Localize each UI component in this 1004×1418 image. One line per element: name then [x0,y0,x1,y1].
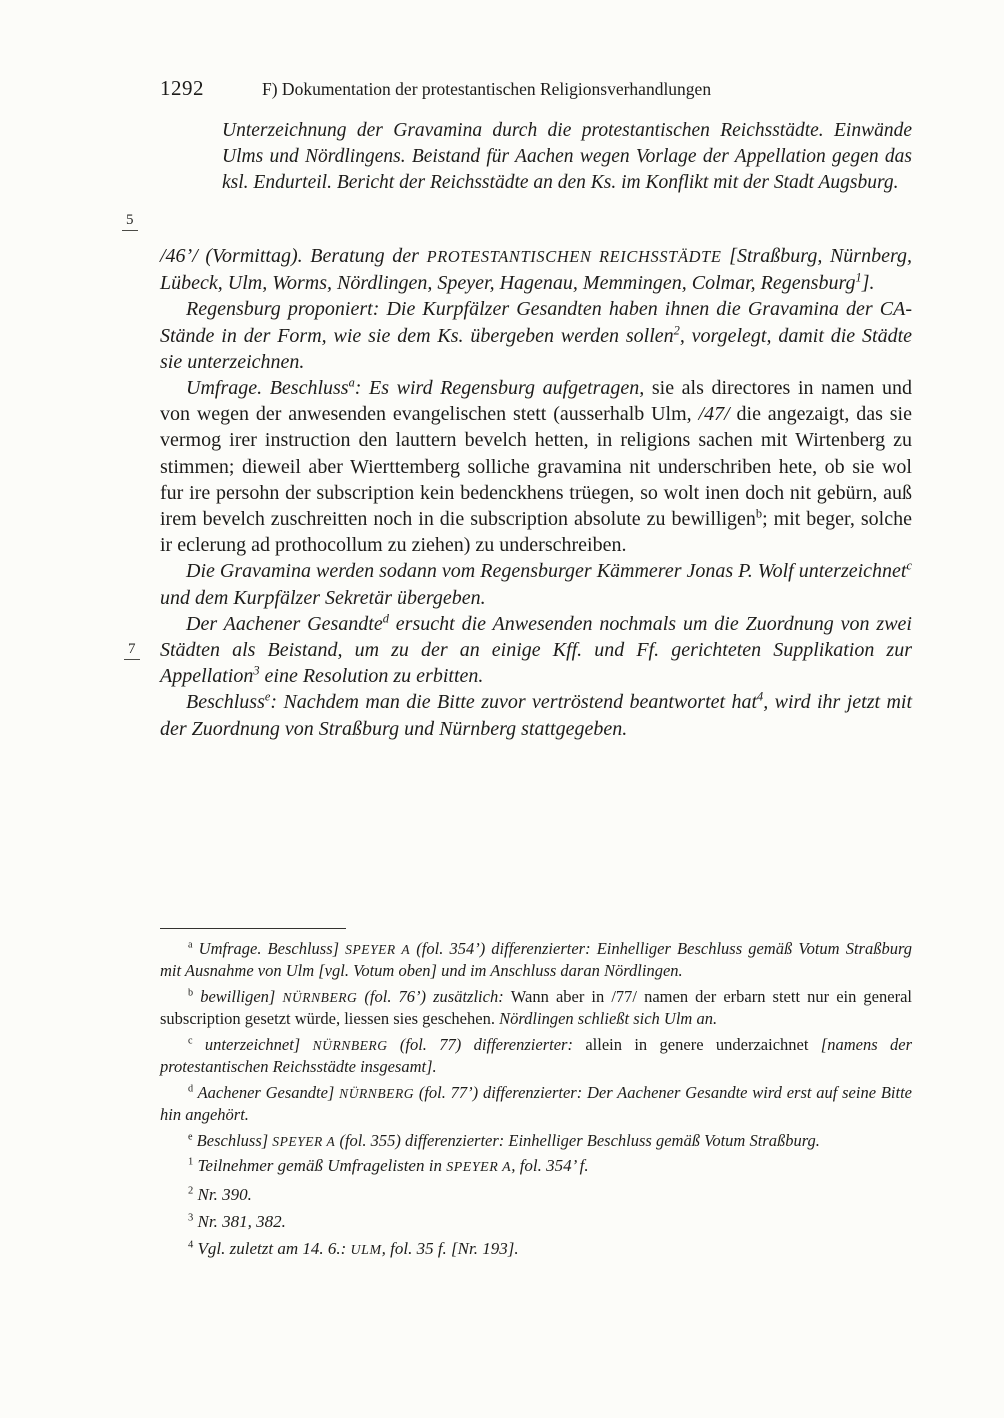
text-run: und dem Kurpfälzer Sekretär übergeben. [160,586,486,609]
text-run: [Straßburg, Nürnberg, Lübeck, Ulm, Worms, Nördlingen, Speyer, Hagenau, Memmingen, Colmar, Regensburg [160,245,912,295]
margin-marker-5 [122,212,138,231]
paragraph-aachener-gesandter [160,611,912,690]
text-run: ]. [861,272,875,295]
footnote-3 [160,1211,912,1233]
text-run: /47/ [698,403,730,426]
critical-apparatus [160,938,912,1157]
paragraph-proposition [160,296,912,375]
footnote-reference: e [188,1131,193,1143]
text-run: , fol. 354’ f. [511,1156,589,1175]
page-header [160,76,912,101]
footnote-reference: 4 [757,689,764,704]
text-run: ULM [350,1243,382,1258]
text-run: (fol. 77’) differenzierter: Der Aachener Gesandte wird erst auf seine Bitte hin angehört. [160,1083,912,1124]
text-run: Umfrage. Beschluss [186,377,349,400]
footnote-reference: a [188,939,193,951]
text-run: Unterzeichnung der Gravamina durch die protestantischen Reichsstädte. Einwände Ulms und Nördlingens. Beistand für Aachen wegen Vorlage der Appellation gegen das ksl. Endurteil. Bericht der Reichsstädte an den Ks. im Konflikt mit der Stadt Augsburg. [222,120,912,193]
footnote-reference: c [188,1035,193,1047]
text-run: Beschluss [186,691,265,714]
text-run: : Es wird Regensburg aufgetragen, [354,377,652,400]
footnote-reference: d [382,611,389,626]
text-run: SPEYER A [272,1134,336,1149]
footnote-reference: c [906,558,912,573]
text-run: NÜRNBERG [312,1038,388,1053]
text-run: /46’/ (Vormittag). Beratung der [160,245,427,267]
paragraph-gravamina-unterzeichnung [160,558,912,610]
apparatus-note-c [160,1034,912,1077]
footnote-reference: 4 [188,1239,194,1251]
text-run: eine Resolution zu erbitten. [259,665,484,688]
text-run: NÜRNBERG [339,1086,415,1101]
running-header: F) Dokumentation der protestantischen Religionsverhandlungen [262,79,712,99]
footnote-reference: 3 [253,663,260,678]
paragraph-beschluss [160,689,912,741]
text-run: SPEYER A [345,942,411,957]
text-run: Vgl. zuletzt am 14. 6.: [193,1239,351,1258]
text-run: (fol. 354’) differenzierter: Einhelliger Beschluss gemäß Votum Straßburg mit Ausnahme von Ulm [vgl. Votum oben] und im Anschluss daran Nördlingen. [160,939,913,980]
footnote-reference: 2 [673,322,680,337]
text-run: NÜRNBERG [282,990,358,1005]
text-run: Der Aachener Gesandte [186,612,383,635]
footnote-4 [160,1238,912,1262]
text-run: PROTESTANTISCHEN REICHSSTÄDTE [426,247,722,266]
text-run: Die Gravamina werden sodann vom Regensburger Kämmerer Jonas P. Wolf unterzeichnet [186,560,907,583]
text-run: Nr. 381, 382. [193,1212,286,1231]
text-run: Wann aber in /77/ namen der erbarn stett nur ein general subscription gesetzt würde, liessen sies geschehen. [160,987,912,1028]
footnote-reference: 1 [188,1156,194,1168]
text-run: sie als directores in namen und von wegen der anwesenden evangelischen stett (ausserhalb Ulm, [160,377,913,426]
footnote-reference: 1 [855,270,862,285]
text-run: SPEYER A [446,1160,512,1175]
text-run: unterzeichnet] [192,1035,313,1054]
footnote-separator-rule [160,928,346,929]
text-run: (fol. 77) differenzierter: [387,1035,586,1054]
footnote-2 [160,1184,912,1206]
footnote-1 [160,1155,912,1179]
apparatus-note-b [160,986,912,1029]
margin-marker-7 [124,641,140,660]
text-run: ersucht die Anwesenden nochmals um die Zuordnung von zwei Städten als Beistand, um zu der an einige Kff. und Ff. gerichteten Supplikation zur Appellation [160,612,912,688]
text-run: , vorgelegt, damit die Städte sie unterzeichnen. [160,324,912,373]
paragraph-session-heading [160,243,912,296]
text-run: die angezaigt, das sie vermog irer instruction den lauttern bevelch hetten, in religions sachen mit Wirtenberg zu stimmen; dieweil aber Wierttemberg solliche gravamina nit underschriben hete, ob sie wol fur ire persohn der subscription kein bedenckhens trüegen, so wolt inen doch nit gebürn, auß irem bevelch zuschreitten noch in die subscription absolute zu bewilligen [160,403,912,531]
text-run: [namens der protestantischen Reichsstädte insgesamt]. [160,1035,912,1076]
text-run: ; mit beger, solche ir eclerung ad prothocollum zu ziehen) zu underschreiben. [160,508,912,557]
numbered-footnotes [160,1155,912,1267]
apparatus-note-e [160,1130,912,1152]
text-run: (fol. 76’) zusätzlich: [357,987,511,1006]
text-run: Teilnehmer gemäß Umfragelisten in [193,1156,447,1175]
text-run: Beschluss] [192,1131,273,1150]
text-run: Aachener Gesandte] [193,1083,340,1102]
paragraph-umfrage-beschluss [160,375,912,558]
summary-abstract [222,118,912,196]
footnote-reference: 3 [188,1212,194,1224]
footnote-reference: a [348,375,355,390]
text-run: Umfrage. Beschluss] [192,939,346,958]
text-run: allein in genere underzaichnet [585,1035,821,1054]
footnote-reference: b [755,506,763,521]
margin-marker-label: 7 [128,641,136,657]
text-run: Nördlingen schließt sich Ulm an. [499,1009,718,1028]
text-run: , wird ihr jetzt mit der Zuordnung von Straßburg und Nürnberg stattgegeben. [160,691,912,740]
footnote-reference: e [264,689,271,704]
text-run: Nr. 390. [193,1185,252,1204]
apparatus-note-a [160,938,912,981]
footnote-reference: 2 [188,1185,194,1197]
text-run: Regensburg proponiert: Die Kurpfälzer Gesandten haben ihnen die Gravamina der CA-Stände in der Form, wie sie dem Ks. übergeben werden sollen [160,298,912,347]
text-run: : Nachdem man die Bitte zuvor vertröstend beantwortet hat [270,691,758,714]
footnote-reference: d [188,1083,194,1095]
page-number: 1292 [160,76,204,100]
footnote-reference: b [188,987,194,999]
apparatus-note-d [160,1082,912,1125]
margin-marker-label: 5 [126,212,134,228]
main-text [160,243,912,742]
text-run: , fol. 35 f. [Nr. 193]. [381,1239,519,1258]
text-run: bewilligen] [193,987,283,1006]
text-run: (fol. 355) differenzierter: Einhelliger Beschluss gemäß Votum Straßburg. [335,1131,820,1150]
